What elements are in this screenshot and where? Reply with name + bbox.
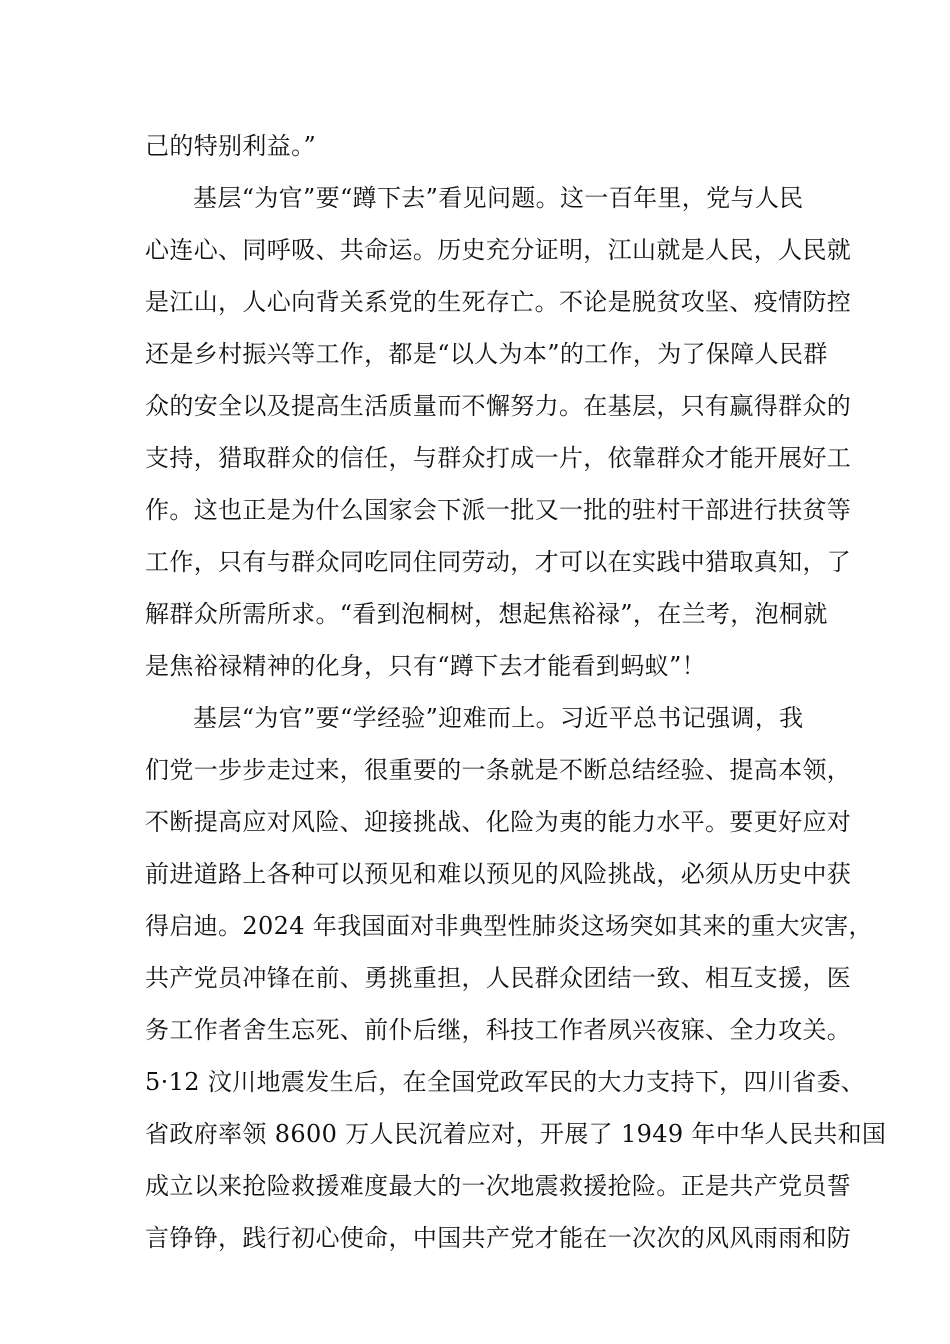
text-line: 5·12 汶川地震发生后，在全国党政军民的大力支持下，四川省委、 [145,1068,866,1096]
text-line: 前进道路上各种可以预见和难以预见的风险挑战，必须从历史中获 [145,860,852,888]
text-line: 心连心、同呼吸、共命运。历史充分证明，江山就是人民，人民就 [145,236,852,264]
text-line: 工作，只有与群众同吃同住同劳动，才可以在实践中猎取真知，了 [145,548,852,576]
text-line: 共产党员冲锋在前、勇挑重担，人民群众团结一致、相互支援，医 [145,964,852,992]
text-line: 作。这也正是为什么国家会下派一批又一批的驻村干部进行扶贫等 [145,496,852,524]
paragraph-first-line: 基层“为官”要“蹲下去”看见问题。这一百年里，党与人民 [193,184,804,212]
text-line: 省政府率领 8600 万人民沉着应对，开展了 1949 年中华人民共和国 [145,1120,887,1148]
text-line: 言铮铮，践行初心使命，中国共产党才能在一次次的风风雨雨和防 [145,1224,852,1252]
text-line: 解群众所需所求。“看到泡桐树，想起焦裕禄”，在兰考，泡桐就 [145,600,828,628]
text-line: 得启迪。2024 年我国面对非典型性肺炎这场突如其来的重大灾害， [145,912,873,940]
text-line: 是江山，人心向背关系党的生死存亡。不论是脱贫攻坚、疫情防控 [145,288,852,316]
text-line: 众的安全以及提高生活质量而不懈努力。在基层，只有赢得群众的 [145,392,852,420]
paragraph-first-line: 基层“为官”要“学经验”迎难而上。习近平总书记强调，我 [193,704,804,732]
text-line: 还是乡村振兴等工作，都是“以人为本”的工作，为了保障人民群 [145,340,828,368]
text-line: 成立以来抢险救援难度最大的一次地震救援抢险。正是共产党员誓 [145,1172,852,1200]
text-line: 不断提高应对风险、迎接挑战、化险为夷的能力水平。要更好应对 [145,808,852,836]
text-line: 支持，猎取群众的信任，与群众打成一片，依靠群众才能开展好工 [145,444,852,472]
text-line: 们党一步步走过来，很重要的一条就是不断总结经验、提高本领， [145,756,852,784]
text-line: 务工作者舍生忘死、前仆后继，科技工作者夙兴夜寐、全力攻关。 [145,1016,852,1044]
text-line: 是焦裕禄精神的化身，只有“蹲下去才能看到蚂蚁”！ [145,652,706,680]
text-line: 己的特别利益。” [145,132,317,160]
